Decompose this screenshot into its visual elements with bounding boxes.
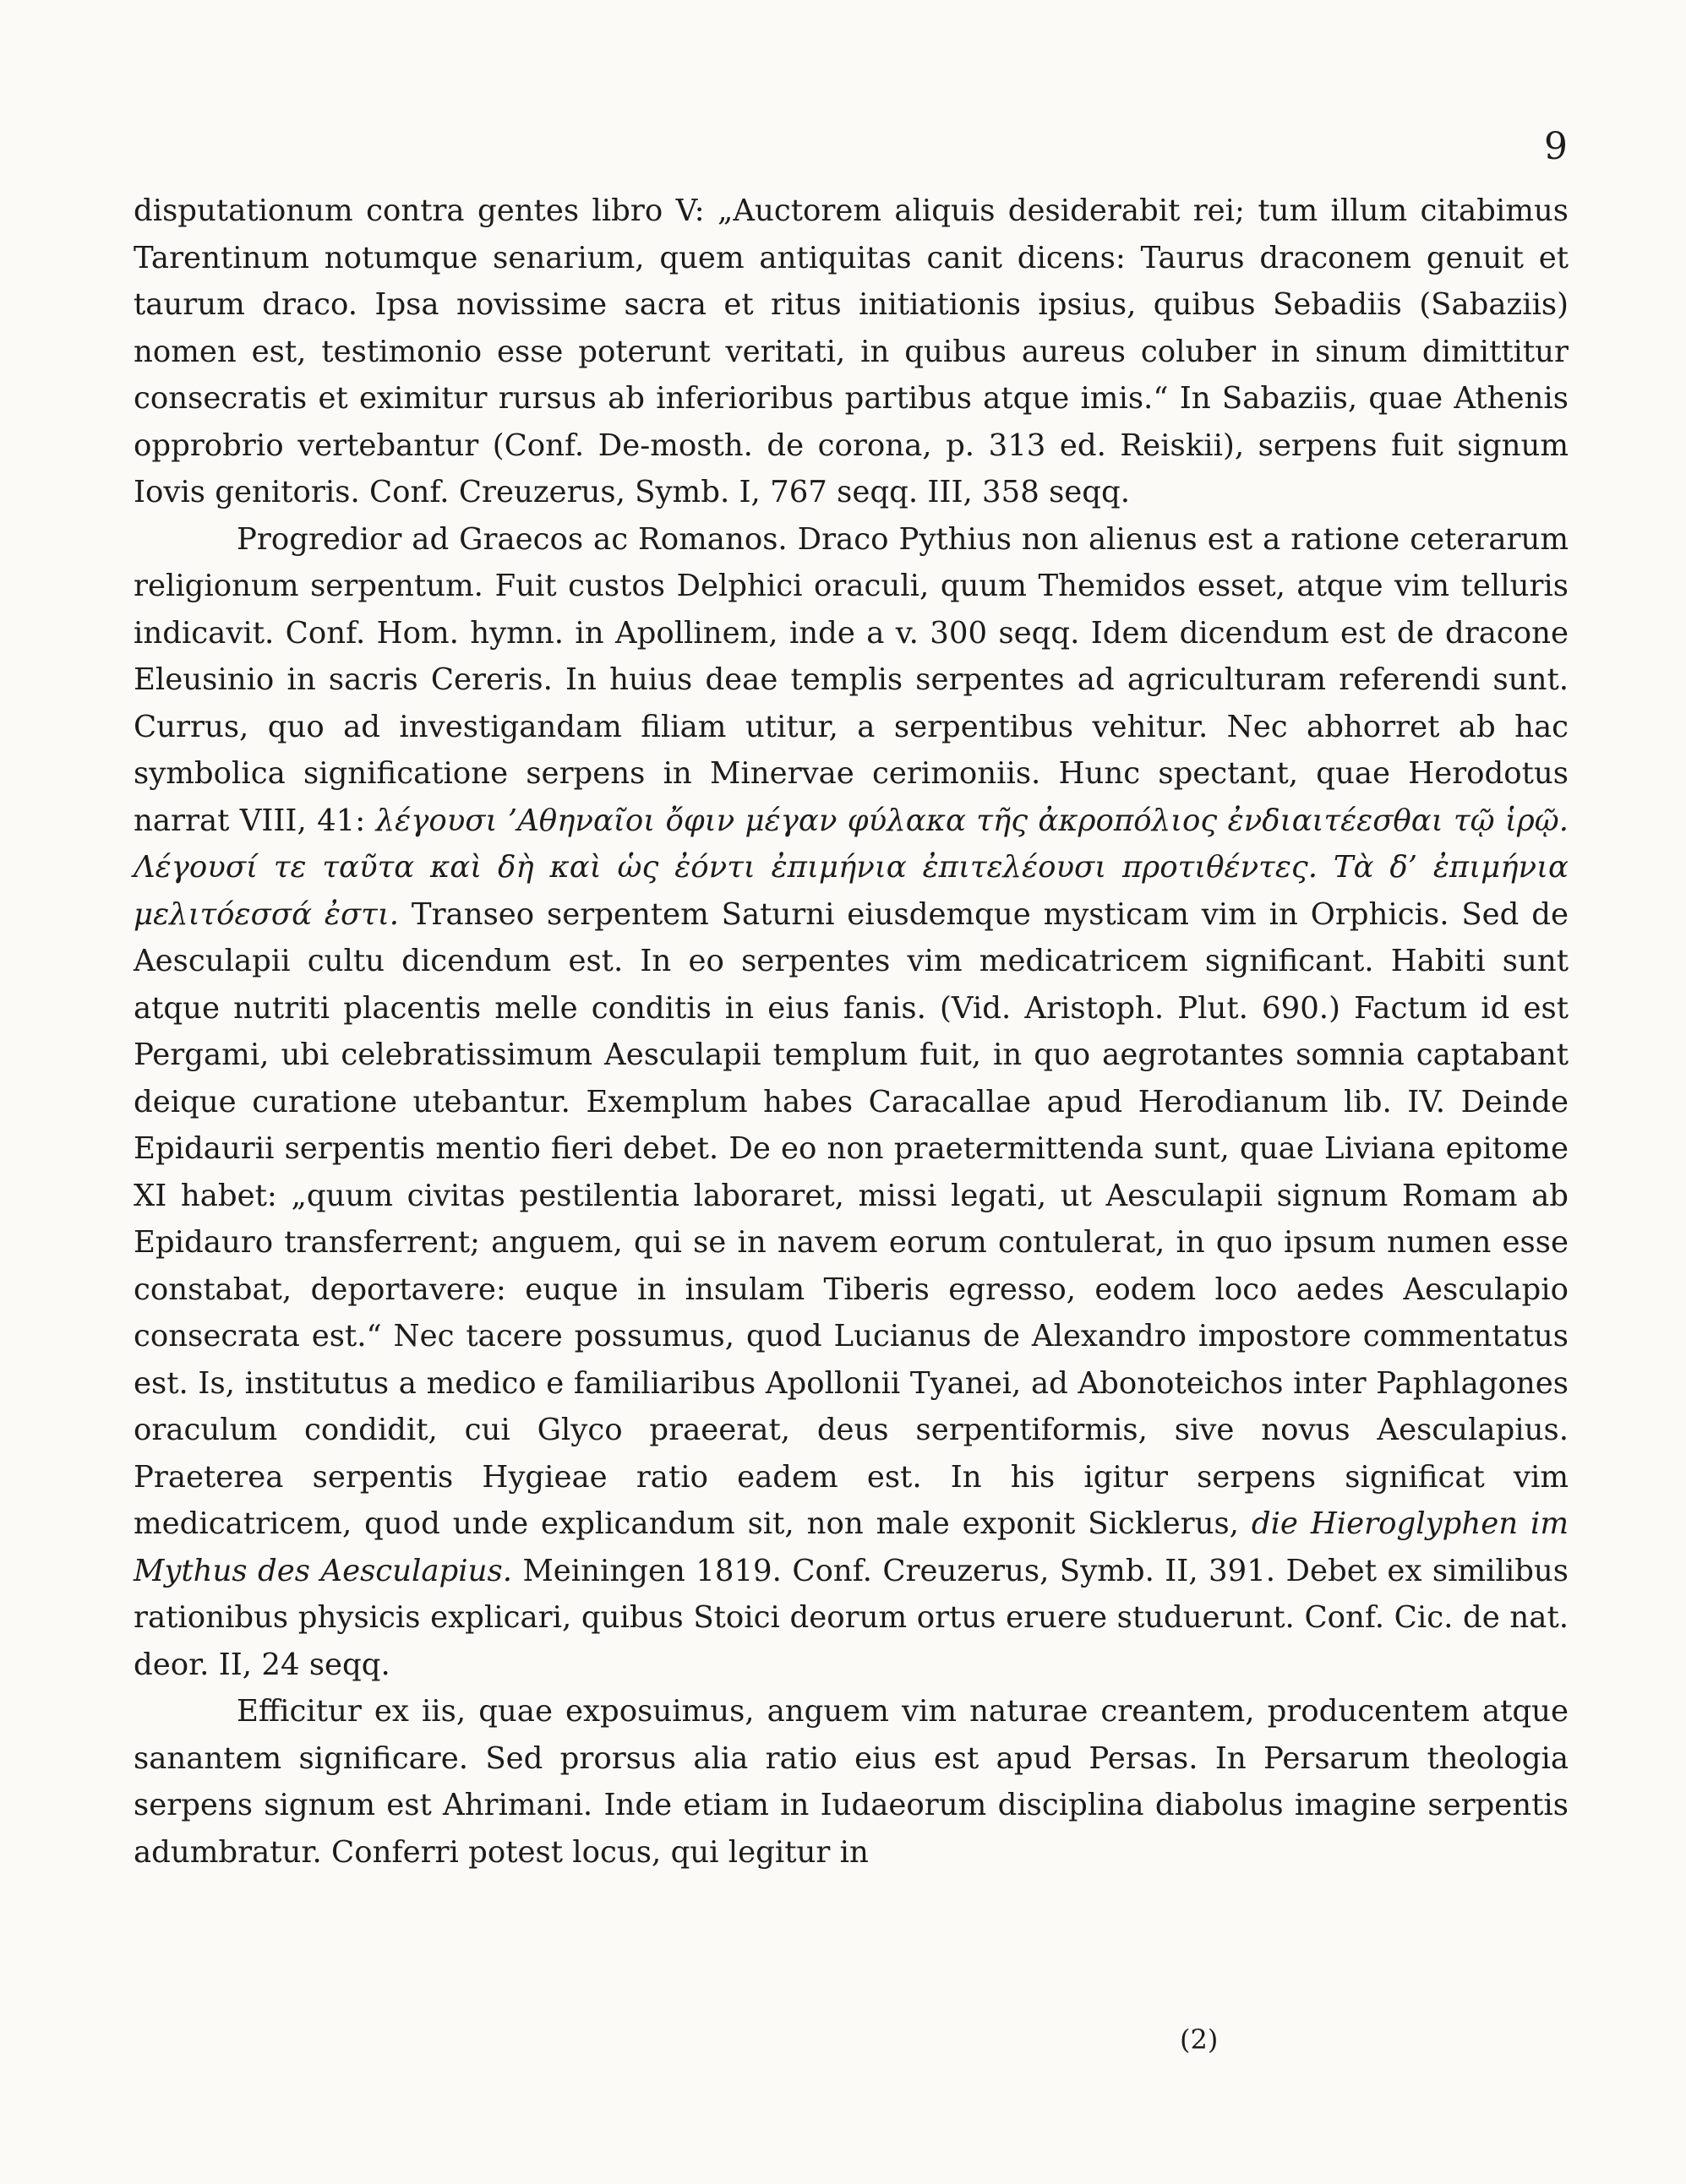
page-number: 9 [1544, 125, 1568, 168]
signature-mark: (2) [1180, 2023, 1219, 2056]
paragraph-1-text: disputationum contra gentes libro V: „Auctorem aliquis desiderabit rei; tum illum citabimus Tarentinum notumque senarium, quem antiquitas canit dicens: Taurus draconem genuit et taurum draco. Ipsa novissime sacra et ritus initiationis ipsius, quibus Sebadiis (Sabaziis) nomen est, testimonio esse poterunt veritati, in quibus aureus coluber in sinum dimittitur consecratis et eximitur rursus ab inferioribus partibus atque imis.“ In Sabaziis, quae Athenis opprobrio vertebantur (Conf. De-mosth. de corona, p. 313 ed. Reiskii), serpens fuit signum Iovis genitoris. Conf. Creuzerus, Symb. I, 767 seqq. III, 358 seqq. [134, 193, 1569, 509]
greek-quotation: λέγουσι ’Αθηναῖοι ὄφιν μέγαν φύλακα τῆς ἀκροπόλιος ἐνδιαιτέεσθαι τῷ ἱρῷ. Λέγουσί τε ταῦτα καὶ δὴ καὶ ὡς ἐόντι ἐπιμήνια ἐπιτελέουσι προτιθέντες. Τὰ δ’ ἐπιμήνια μελιτόεσσά ἐστι. [134, 803, 1569, 932]
paragraph-3-text: Efficitur ex iis, quae exposuimus, anguem vim naturae creantem, producentem atque sanantem significare. Sed prorsus alia ratio eius est apud Persas. In Persarum theologia serpens signum est Ahrimani. Inde etiam in Iudaeorum disciplina diabolus imagine serpentis adumbratur. Conferri potest locus, qui legitur in [134, 1694, 1569, 1870]
italic-book-title: die Hieroglyphen im Mythus des Aesculapius. [134, 1506, 1569, 1588]
paragraph-2-text-end: Meiningen 1819. Conf. Creuzerus, Symb. II, 391. Debet ex similibus rationibus physicis explicari, quibus Stoici deorum ortus eruere studuerunt. Conf. Cic. de nat. deor. II, 24 seqq. [134, 1553, 1569, 1682]
paragraph-2-text-middle: Transeo serpentem Saturni eiusdemque mysticam vim in Orphicis. Sed de Aesculapii cultu dicendum est. In eo serpentes vim medicatricem significant. Habiti sunt atque nutriti placentis melle conditis in eius fanis. (Vid. Aristoph. Plut. 690.) Factum id est Pergami, ubi celebratissimum Aesculapii templum fuit, in quo aegrotantes somnia captabant deique curatione utebantur. Exemplum habes Caracallae apud Herodianum lib. IV. Deinde Epidaurii serpentis mentio fieri debet. De eo non praetermittenda sunt, quae Liviana epitome XI habet: „quum civitas pestilentia laboraret, missi legati, ut Aesculapii signum Romam ab Epidauro transferrent; anguem, qui se in navem eorum contulerat, in quo ipsum numen esse constabat, deportavere: euque in insulam Tiberis egresso, eodem loco aedes Aesculapio consecrata est.“ Nec tacere possumus, quod Lucianus de Alexandro impostore commentatus est. Is, institutus a medico e familiaribus Apollonii Tyanei, ad Abonoteichos inter Paphlagones oraculum condidit, cui Glyco praeerat, deus serpentiformis, sive novus Aesculapius. Praeterea serpentis Hygieae ratio eadem est. In his igitur serpens significat vim medicatricem, quod unde explicandum sit, non male exponit Sicklerus, [134, 896, 1569, 1541]
paragraph-2 [134, 516, 1569, 1689]
paragraph-3 [134, 1688, 1569, 1876]
paragraph-2-text-start: Progredior ad Graecos ac Romanos. Draco Pythius non alienus est a ratione ceterarum religionum serpentum. Fuit custos Delphici oraculi, quum Themidos esset, atque vim telluris indicavit. Conf. Hom. hymn. in Apollinem, inde a v. 300 seqq. Idem dicendum est de dracone Eleusinio in sacris Cereris. In huius deae templis serpentes ad agriculturam referendi sunt. Currus, quo ad investigandam filiam utitur, a serpentibus vehitur. Nec abhorret ab hac symbolica significatione serpens in Minervae cerimoniis. Hunc spectant, quae Herodotus narrat VIII, 41: [134, 521, 1569, 838]
paragraph-1 [134, 188, 1569, 516]
body-text [134, 188, 1569, 1876]
